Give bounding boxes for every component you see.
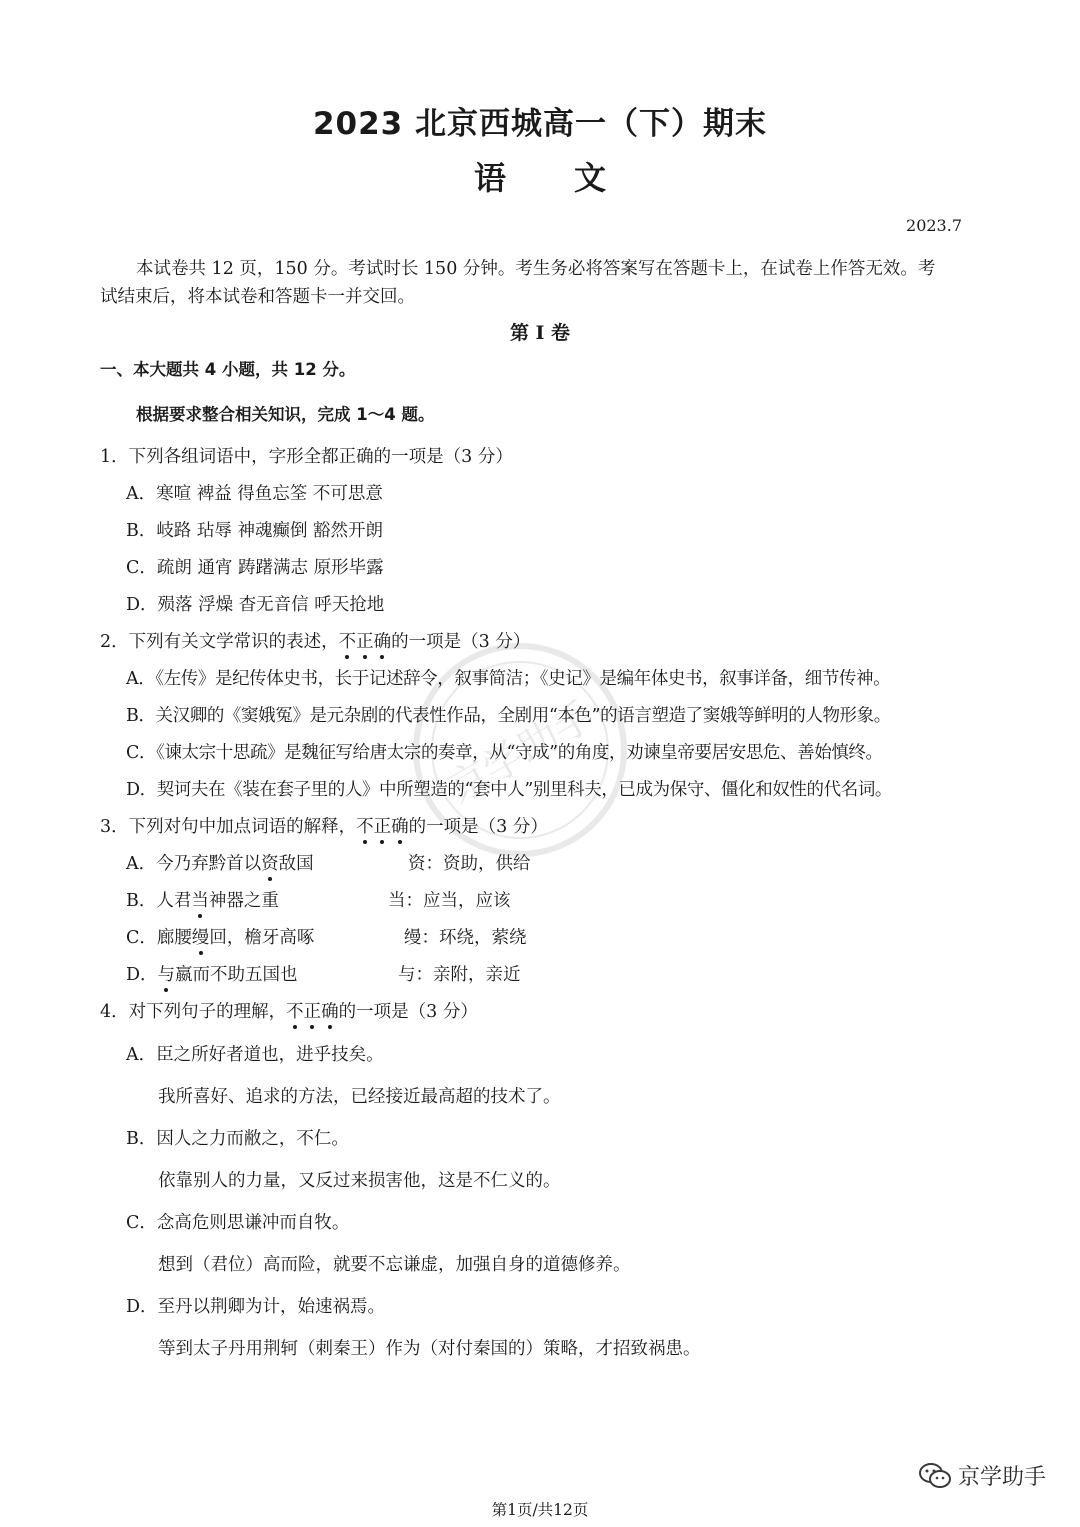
question-3-stem [100, 813, 548, 838]
q2-stem-suffix: 的一项是（3 分） [391, 632, 531, 652]
volume-title: 第 I 卷 [509, 322, 571, 344]
option-text: D． [126, 965, 158, 985]
section-instruction: 根据要求整合相关知识，完成 1～4 题。 [136, 405, 435, 424]
q3-option-b [126, 887, 279, 912]
emphasis-char: 当 [191, 887, 209, 912]
q4-stem-suffix: 的一项是（3 分） [338, 1002, 478, 1022]
question-4-stem [100, 998, 478, 1023]
question-2-stem [100, 628, 530, 653]
q3-stem-suffix: 的一项是（3 分） [408, 817, 548, 837]
q1-option-c: C．疏朗 通宵 踌躇满志 原形毕露 [126, 558, 384, 578]
emphasis-char: 资 [261, 850, 279, 875]
option-text: A．今乃弃黔首以 [126, 854, 262, 874]
q2-option-b: B．关汉卿的《窦娥冤》是元杂剧的代表性作品，全剧用“本色”的语言塑造了窦娥等鲜明的人物形象。 [126, 706, 891, 726]
emphasis-char: 正 [374, 813, 392, 838]
q4-option-c-translation: 想到（君位）高而险，就要不忘谦虚，加强自身的道德修养。 [158, 1255, 631, 1275]
q1-option-a: A．寒喧 裨益 得鱼忘筌 不可思意 [126, 484, 383, 504]
q4-stem-prefix: 4．对下列句子的理解， [100, 1002, 287, 1022]
option-text: C．廊腰 [126, 928, 192, 948]
exam-title: 2023 北京西城高一（下）期末 [312, 106, 768, 142]
emphasis-char: 与 [158, 961, 176, 986]
q4-option-a-translation: 我所喜好、追求的方法，已经接近最高超的技术了。 [158, 1087, 561, 1107]
q2-option-d: D．契诃夫在《装在套子里的人》中所塑造的“套中人”别里科夫，已成为保守、僵化和奴性的代名词。 [126, 780, 893, 800]
q4-option-b-translation: 依靠别人的力量，又反过来损害他，这是不仁义的。 [158, 1171, 561, 1191]
svg-text:京学助手: 京学助手 [440, 692, 603, 813]
q4-option-a: A．臣之所好者道也，进乎技矣。 [126, 1045, 384, 1065]
emphasis-char: 确 [321, 998, 339, 1023]
q2-stem-prefix: 2．下列有关文学常识的表述， [100, 632, 339, 652]
intro-line-1: 本试卷共 12 页，150 分。考试时长 150 分钟。考生务必将答案写在答题卡上，在试卷上作答无效。考 [136, 259, 936, 279]
q3-option-c [126, 924, 314, 949]
emphasis-char: 正 [356, 628, 374, 653]
wechat-icon [918, 1462, 952, 1490]
intro-line-2: 试结束后，将本试卷和答题卡一并交回。 [100, 287, 415, 307]
option-text: 回，檐牙高啄 [209, 928, 315, 948]
brand-watermark [918, 1460, 1046, 1491]
q3-option-d [126, 961, 298, 986]
page-number: 第1页/共12页 [491, 1501, 589, 1519]
option-text: 神器之重 [208, 891, 279, 911]
option-text: B．人君 [126, 891, 192, 911]
brand-name: 京学助手 [957, 1465, 1046, 1490]
q3-stem-prefix: 3．下列对句中加点词语的解释， [100, 817, 357, 837]
q3-option-d-note: 与：亲附，亲近 [398, 965, 521, 985]
q3-option-a-note: 资：资助，供给 [408, 854, 531, 874]
q4-option-d-translation: 等到太子丹用荆轲（刺秦王）作为（对付秦国的）策略，才招致祸患。 [158, 1339, 701, 1359]
q1-option-d: D．殒落 浮燥 杳无音信 呼天抢地 [126, 595, 385, 615]
emphasis-char: 确 [374, 628, 392, 653]
subject-title: 语文 [473, 159, 674, 197]
q2-option-c: C．《谏太宗十思疏》是魏征写给唐太宗的奏章，从“守成”的角度，劝谏皇帝要居安思危、善始慎终。 [126, 743, 883, 763]
q3-option-a [126, 850, 314, 875]
section-heading: 一、本大题共 4 小题，共 12 分。 [100, 360, 356, 379]
emphasis-char: 不 [339, 628, 357, 653]
q3-option-b-note: 当：应当，应该 [388, 891, 511, 911]
q2-option-a: A．《左传》是纪传体史书，长于记述辞令，叙事简洁；《史记》是编年体史书，叙事详备，细节传神。 [126, 669, 891, 689]
emphasis-char: 确 [391, 813, 409, 838]
q3-option-c-note: 缦：环绕，萦绕 [404, 928, 527, 948]
emphasis-char: 正 [304, 998, 322, 1023]
q1-option-b: B．岐路 玷辱 神魂癫倒 豁然开朗 [126, 521, 384, 541]
emphasis-char: 缦 [192, 924, 210, 949]
emphasis-char: 不 [356, 813, 374, 838]
exam-date: 2023.7 [906, 216, 962, 235]
question-1-stem: 1．下列各组词语中，字形全都正确的一项是（3 分） [100, 447, 513, 467]
option-text: 敌国 [278, 854, 314, 874]
q4-option-d: D．至丹以荆卿为计，始速祸焉。 [126, 1297, 386, 1317]
option-text: 嬴而不助五国也 [175, 965, 298, 985]
q4-option-c: C．念高危则思谦冲而自牧。 [126, 1213, 350, 1233]
q4-option-b: B．因人之力而敝之，不仁。 [126, 1129, 349, 1149]
emphasis-char: 不 [286, 998, 304, 1023]
